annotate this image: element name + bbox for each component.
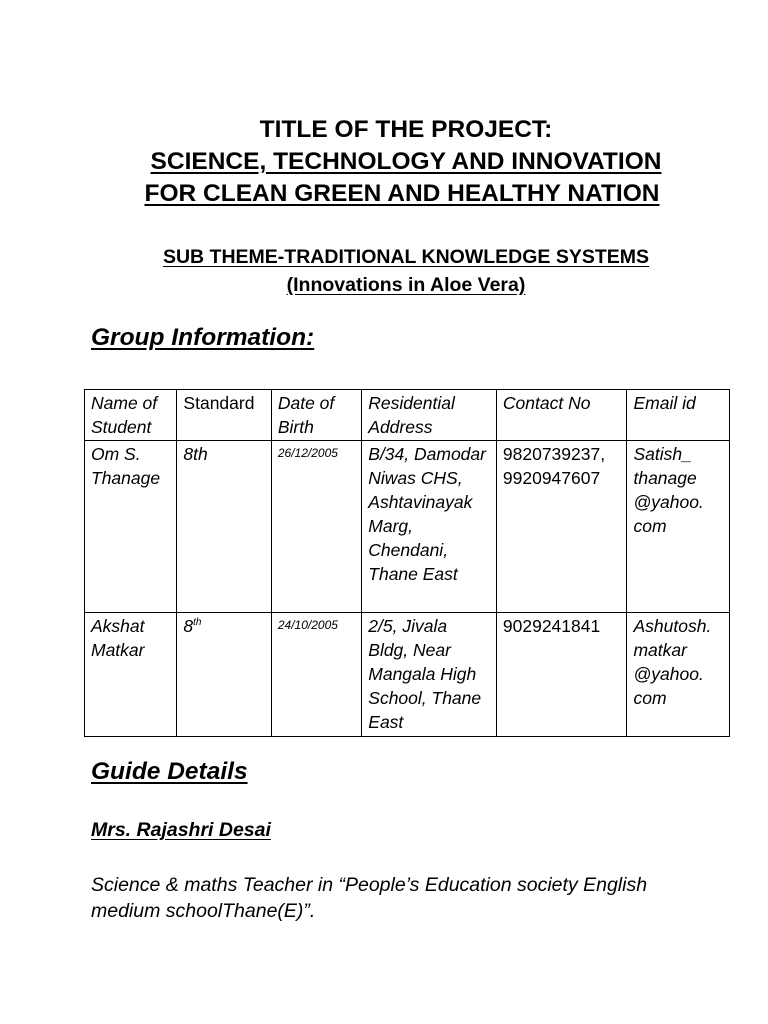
guide-description: Science & maths Teacher in “People’s Education society English medium schoolThane(E)”. bbox=[91, 874, 648, 922]
guide-details-heading: Guide Details bbox=[91, 758, 248, 785]
header-standard: Standard bbox=[177, 390, 271, 441]
cell-email: Ashutosh. matkar @yahoo. com bbox=[627, 613, 730, 737]
cell-address: 2/5, Jivala Bldg, Near Mangala High School, Thane East bbox=[362, 613, 497, 737]
title-line-3 bbox=[0, 178, 768, 210]
standard-suffix: th bbox=[193, 617, 202, 629]
header-dob: Date of Birth bbox=[271, 390, 361, 441]
project-title bbox=[0, 114, 768, 210]
standard-number: 8 bbox=[183, 616, 194, 636]
cell-dob: 24/10/2005 bbox=[271, 613, 361, 737]
cell-address: B/34, Damodar Niwas CHS, Ashtavinayak Marg, Chendani, Thane East bbox=[362, 441, 497, 613]
cell-contact: 9029241841 bbox=[496, 613, 627, 737]
header-name: Name of Student bbox=[85, 390, 177, 441]
guide-name: Mrs. Rajashri Desai bbox=[91, 819, 271, 841]
cell-name: Om S. Thanage bbox=[85, 441, 177, 613]
sub-theme-line-1: SUB THEME-TRADITIONAL KNOWLEDGE SYSTEMS bbox=[162, 246, 650, 268]
group-information-table bbox=[84, 389, 730, 737]
title-line-3-text: FOR CLEAN GREEN AND HEALTHY NATION bbox=[144, 180, 660, 207]
header-contact: Contact No bbox=[496, 390, 627, 441]
sub-theme bbox=[0, 243, 768, 299]
cell-dob: 26/12/2005 bbox=[271, 441, 361, 613]
table-row bbox=[85, 613, 730, 737]
cell-email: Satish_ thanage @yahoo. com bbox=[627, 441, 730, 613]
cell-standard: 8th bbox=[177, 441, 271, 613]
cell-contact: 9820739237, 9920947607 bbox=[496, 441, 627, 613]
header-address: Residential Address bbox=[362, 390, 497, 441]
cell-name: Akshat Matkar bbox=[85, 613, 177, 737]
table-row bbox=[85, 441, 730, 613]
group-information-heading: Group Information: bbox=[91, 324, 315, 351]
title-line-2: SCIENCE, TECHNOLOGY AND INNOVATION bbox=[150, 148, 662, 175]
sub-theme-line-2: (Innovations in Aloe Vera) bbox=[286, 274, 526, 296]
cell-standard bbox=[177, 613, 271, 737]
table-header-row bbox=[85, 390, 730, 441]
header-email: Email id bbox=[627, 390, 730, 441]
title-label: TITLE OF THE PROJECT: bbox=[259, 116, 553, 143]
